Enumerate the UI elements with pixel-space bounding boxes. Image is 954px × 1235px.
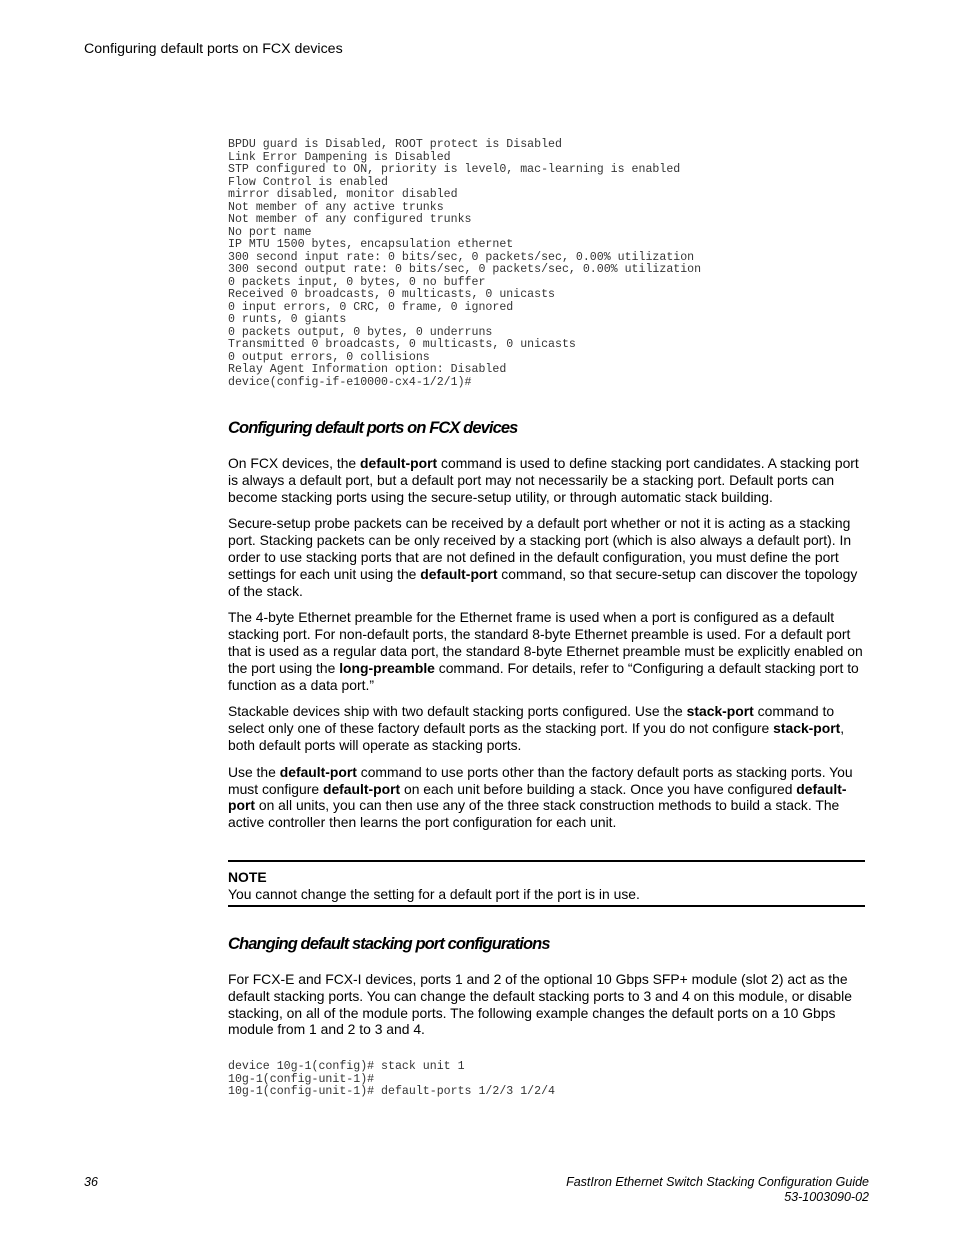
code-line: Not member of any active trunks xyxy=(228,200,444,214)
code-line: 300 second input rate: 0 bits/sec, 0 packets/sec, 0.00% utilization xyxy=(228,250,695,264)
code-line: 10g-1(config-unit-1)# xyxy=(228,1072,375,1086)
running-header: Configuring default ports on FCX devices xyxy=(84,41,343,57)
paragraph xyxy=(228,609,865,693)
text: Secure-setup probe packets can be received by a default port whether or not it is acting as a stacking port. Stacking packets can be only received by a stacking port (which is also always a default port). In order to use stacking ports that are not defined in the default configuration, you must define the port settings for each unit using the xyxy=(228,515,852,582)
command-name: stack-port xyxy=(686,703,754,720)
note-text: You cannot change the setting for a default port if the port is in use. xyxy=(228,886,640,902)
code-line: Not member of any configured trunks xyxy=(228,213,472,226)
code-line: 0 packets input, 0 bytes, 0 no buffer xyxy=(228,275,486,289)
text: command is used to define stacking port candidates. A stacking port is always a default port, but a default port may not necessarily be a stacking port. Default ports can become stacking ports using the secure-setup utility, or through automatic stack building. xyxy=(228,455,859,505)
paragraph xyxy=(228,703,865,753)
text: command. For details, refer to “Configuring a default stacking port to function as a data port.” xyxy=(228,659,859,693)
code-line: BPDU guard is Disabled, ROOT protect is Disabled xyxy=(228,138,562,151)
command-name: default-port xyxy=(228,780,847,814)
code-line: Received 0 broadcasts, 0 multicasts, 0 unicasts xyxy=(228,288,555,301)
doc-number: 53-1003090-02 xyxy=(784,1190,869,1204)
code-line: IP MTU 1500 bytes, encapsulation ethernet xyxy=(228,238,514,251)
footer-doc-info xyxy=(566,1175,869,1205)
code-line: 0 runts, 0 giants xyxy=(228,313,347,326)
code-line: Link Error Dampening is Disabled xyxy=(228,150,451,164)
code-line: 0 packets output, 0 bytes, 0 underruns xyxy=(228,325,493,339)
guide-title: FastIron Ethernet Switch Stacking Configuration Guide xyxy=(566,1175,869,1189)
paragraph xyxy=(228,764,865,831)
command-name: default-port xyxy=(322,780,401,797)
code-line: device 10g-1(config)# stack unit 1 xyxy=(228,1060,465,1073)
command-name: default-port xyxy=(279,763,357,780)
section-heading-default-ports: Configuring default ports on FCX devices xyxy=(228,419,518,437)
command-name: default-port xyxy=(420,565,498,582)
code-line: device(config-if-e10000-cx4-1/2/1)# xyxy=(228,375,472,389)
code-block-interface-output xyxy=(228,139,701,389)
text: , both default ports will operate as stacking ports. xyxy=(228,720,845,753)
paragraph xyxy=(228,455,865,505)
code-line: 300 second output rate: 0 bits/sec, 0 packets/sec, 0.00% utilization xyxy=(228,263,702,276)
code-line: mirror disabled, monitor disabled xyxy=(228,188,458,201)
code-line: 0 input errors, 0 CRC, 0 frame, 0 ignored xyxy=(228,300,514,314)
text: The 4-byte Ethernet preamble for the Ethernet frame is used when a port is configured as a default stacking port. For non-default ports, the standard 8-byte Ethernet preamble is used. For a default port that is used as a regular data port, the standard 8-byte Ethernet preamble must be explicitly enabled on the port using the xyxy=(228,609,863,676)
code-line: STP configured to ON, priority is level0, mac-learning is enabled xyxy=(228,163,681,176)
section-heading-changing-default-ports: Changing default stacking port configurations xyxy=(228,935,550,953)
section-body-default-ports xyxy=(228,455,865,841)
text: command to use ports other than the factory default ports as stacking ports. You must configure xyxy=(228,763,853,797)
code-line: 10g-1(config-unit-1)# default-ports 1/2/3 1/2/4 xyxy=(228,1085,555,1098)
text: command, so that secure-setup can discover the topology of the stack. xyxy=(228,565,858,599)
paragraph xyxy=(228,515,865,599)
page-number: 36 xyxy=(84,1175,98,1189)
code-line: No port name xyxy=(228,225,312,239)
command-name: long-preamble xyxy=(339,659,435,676)
text: Use the xyxy=(228,763,280,780)
code-line: Relay Agent Information option: Disabled xyxy=(228,363,507,376)
note-box xyxy=(228,860,865,907)
code-line: 0 output errors, 0 collisions xyxy=(228,350,430,364)
text: on each unit before building a stack. Once you have configured xyxy=(400,780,797,797)
code-line: Flow Control is enabled xyxy=(228,175,389,189)
code-line: Transmitted 0 broadcasts, 0 multicasts, 0 unicasts xyxy=(228,338,576,351)
code-block-example xyxy=(228,1061,555,1099)
text: Stackable devices ship with two default stacking ports configured. Use the xyxy=(228,703,687,720)
note-label: NOTE xyxy=(228,869,267,885)
text: command to select only one of these factory default ports as the stacking port. If you do not configure xyxy=(228,703,835,737)
section-body-changing-default-ports xyxy=(228,971,865,1048)
text: On FCX devices, the xyxy=(228,455,361,471)
command-name: default-port xyxy=(360,455,438,471)
text: on all units, you can then use any of the three stack construction methods to build a stack. The active controller then learns the port configuration for each unit. xyxy=(228,797,840,831)
paragraph: For FCX-E and FCX-I devices, ports 1 and 2 of the optional 10 Gbps SFP+ module (slot 2) act as the default stacking ports. You can change the default stacking ports to 3 and 4 on this module, or disable stacking, on all of the module ports. The following example changes the default ports on a 10 Gbps module from 1 and 2 to 3 and 4. xyxy=(228,971,852,1038)
command-name: stack-port xyxy=(773,720,841,737)
